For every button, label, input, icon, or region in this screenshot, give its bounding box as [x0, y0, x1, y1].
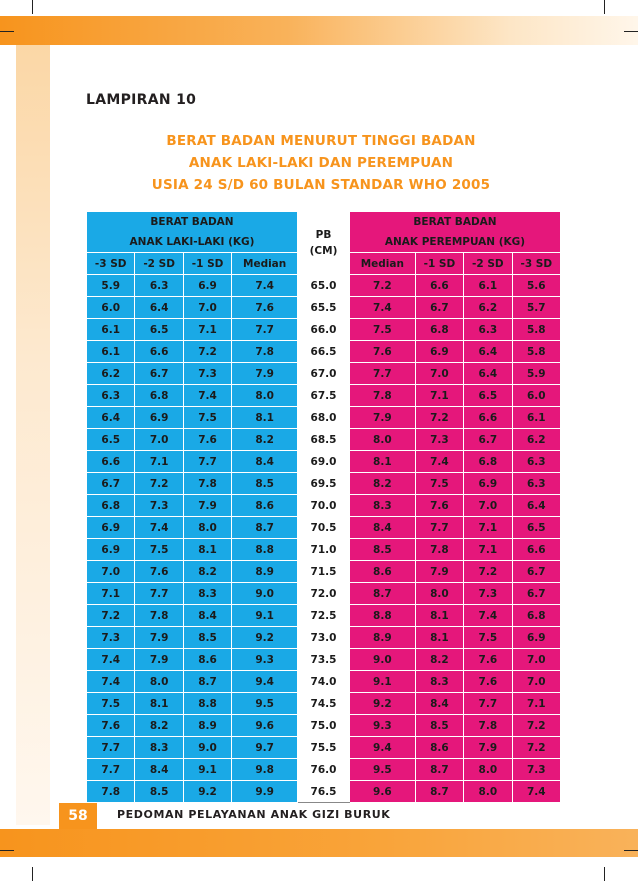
- table-cell: 6.3: [512, 451, 560, 473]
- table-cell: 6.0: [512, 385, 560, 407]
- table-cell: 8.1: [350, 451, 416, 473]
- table-cell: 8.5: [415, 715, 463, 737]
- table-cell: 74.5: [298, 693, 350, 715]
- table-row: [87, 275, 561, 297]
- table-row: [87, 319, 561, 341]
- table-cell: 7.3: [87, 627, 135, 649]
- table-cell: 65.5: [298, 297, 350, 319]
- table-cell: 7.0: [512, 649, 560, 671]
- table-cell: 7.8: [350, 385, 416, 407]
- table-cell: 8.5: [232, 473, 298, 495]
- table-cell: 6.9: [87, 517, 135, 539]
- crop-mark: [32, 0, 33, 14]
- table-cell: 7.9: [350, 407, 416, 429]
- column-header: -2 SD: [135, 253, 183, 275]
- table-body: [87, 275, 561, 803]
- table-cell: 7.9: [135, 627, 183, 649]
- table-cell: 9.5: [232, 693, 298, 715]
- table-cell: 6.5: [87, 429, 135, 451]
- table-cell: 8.3: [135, 737, 183, 759]
- table-cell: 8.6: [183, 649, 231, 671]
- table-cell: 8.0: [350, 429, 416, 451]
- crop-mark: [624, 31, 638, 32]
- girl-group-line-2: ANAK PEREMPUAN (KG): [384, 236, 526, 248]
- crop-mark: [32, 867, 33, 881]
- column-header: Median: [350, 253, 416, 275]
- table-cell: 6.7: [512, 561, 560, 583]
- table-cell: 7.9: [135, 649, 183, 671]
- table-cell: 7.4: [512, 781, 560, 803]
- table-cell: 9.1: [232, 605, 298, 627]
- table-row: [87, 737, 561, 759]
- table-cell: 7.9: [183, 495, 231, 517]
- table-cell: 7.0: [512, 671, 560, 693]
- heading-line-2: ANAK LAKI-LAKI DAN PEREMPUAN: [188, 155, 454, 171]
- table-cell: 7.7: [183, 451, 231, 473]
- table-row: [87, 297, 561, 319]
- table-cell: 6.7: [512, 583, 560, 605]
- table-row: [87, 407, 561, 429]
- table-cell: 6.8: [464, 451, 512, 473]
- table-cell: 7.0: [415, 363, 463, 385]
- girl-group-line-1: BERAT BADAN: [413, 216, 497, 228]
- table-row: [87, 671, 561, 693]
- table-cell: 7.6: [350, 341, 416, 363]
- table-cell: 73.5: [298, 649, 350, 671]
- table-cell: 8.2: [350, 473, 416, 495]
- table-cell: 6.5: [464, 385, 512, 407]
- table-cell: 75.5: [298, 737, 350, 759]
- table-cell: 6.1: [464, 275, 512, 297]
- column-header: -1 SD: [183, 253, 231, 275]
- table-cell: 7.9: [464, 737, 512, 759]
- table-cell: 7.2: [87, 605, 135, 627]
- table-row: [87, 759, 561, 781]
- table-cell: 6.1: [512, 407, 560, 429]
- table-cell: 71.5: [298, 561, 350, 583]
- table-cell: 7.1: [464, 517, 512, 539]
- table-cell: 7.3: [464, 583, 512, 605]
- table-cell: 8.3: [350, 495, 416, 517]
- table-cell: 66.5: [298, 341, 350, 363]
- table-cell: 9.1: [183, 759, 231, 781]
- table-cell: 7.6: [415, 495, 463, 517]
- table-cell: 6.0: [87, 297, 135, 319]
- crop-mark: [604, 867, 605, 881]
- pb-line-2: (CM): [309, 245, 338, 257]
- table-cell: 8.7: [232, 517, 298, 539]
- appendix-label: LAMPIRAN 10: [86, 92, 197, 108]
- table-cell: 5.9: [87, 275, 135, 297]
- table-cell: 8.1: [415, 627, 463, 649]
- table-row: [87, 539, 561, 561]
- table-cell: 6.4: [512, 495, 560, 517]
- table-cell: 75.0: [298, 715, 350, 737]
- table-cell: 6.9: [87, 539, 135, 561]
- table-cell: 7.1: [87, 583, 135, 605]
- table-cell: 6.6: [135, 341, 183, 363]
- table-cell: 72.5: [298, 605, 350, 627]
- table-cell: 74.0: [298, 671, 350, 693]
- table-cell: 69.0: [298, 451, 350, 473]
- table-cell: 6.4: [87, 407, 135, 429]
- table-cell: 7.6: [183, 429, 231, 451]
- table-row: [87, 561, 561, 583]
- crop-mark: [604, 0, 605, 14]
- table-cell: 6.4: [135, 297, 183, 319]
- table-row: [87, 605, 561, 627]
- table-cell: 71.0: [298, 539, 350, 561]
- table-cell: 9.4: [232, 671, 298, 693]
- table-cell: 6.5: [512, 517, 560, 539]
- table-cell: 7.7: [464, 693, 512, 715]
- table-cell: 8.1: [135, 693, 183, 715]
- table-cell: 7.7: [87, 759, 135, 781]
- table-row: [87, 495, 561, 517]
- table-cell: 65.0: [298, 275, 350, 297]
- table-cell: 6.8: [87, 495, 135, 517]
- table-cell: 7.9: [232, 363, 298, 385]
- table-cell: 7.6: [464, 649, 512, 671]
- table-cell: 9.9: [232, 781, 298, 803]
- table-cell: 9.0: [350, 649, 416, 671]
- table-row: [87, 473, 561, 495]
- table-cell: 8.4: [415, 693, 463, 715]
- table-cell: 8.7: [415, 759, 463, 781]
- table-cell: 6.8: [415, 319, 463, 341]
- table-cell: 7.5: [183, 407, 231, 429]
- table-cell: 7.8: [135, 605, 183, 627]
- table-row: [87, 363, 561, 385]
- table-cell: 6.9: [464, 473, 512, 495]
- table-cell: 9.0: [232, 583, 298, 605]
- table-cell: 9.8: [232, 759, 298, 781]
- table-cell: 7.7: [135, 583, 183, 605]
- table-cell: 7.7: [350, 363, 416, 385]
- table-row: [87, 517, 561, 539]
- table-cell: 7.2: [512, 737, 560, 759]
- table-cell: 76.5: [298, 781, 350, 803]
- table-cell: 6.3: [87, 385, 135, 407]
- table-row: [87, 385, 561, 407]
- table-cell: 7.2: [512, 715, 560, 737]
- table-cell: 6.6: [415, 275, 463, 297]
- table-cell: 76.0: [298, 759, 350, 781]
- table-cell: 8.1: [183, 539, 231, 561]
- table-cell: 6.9: [135, 407, 183, 429]
- boy-group-line-1: BERAT BADAN: [150, 216, 234, 228]
- left-decorative-band: [16, 45, 50, 825]
- table-cell: 6.8: [512, 605, 560, 627]
- table-cell: 7.7: [415, 517, 463, 539]
- table-cell: 7.1: [183, 319, 231, 341]
- table-cell: 7.2: [350, 275, 416, 297]
- table-cell: 7.8: [464, 715, 512, 737]
- table-cell: 7.8: [232, 341, 298, 363]
- table-cell: 9.5: [350, 759, 416, 781]
- table-cell: 6.3: [135, 275, 183, 297]
- table-cell: 7.8: [183, 473, 231, 495]
- table-cell: 8.9: [232, 561, 298, 583]
- table-cell: 8.5: [350, 539, 416, 561]
- table-cell: 6.8: [135, 385, 183, 407]
- table-cell: 5.6: [512, 275, 560, 297]
- pb-header: [298, 212, 350, 275]
- table-cell: 8.2: [232, 429, 298, 451]
- table-cell: 73.0: [298, 627, 350, 649]
- table-row: [87, 341, 561, 363]
- table-cell: 8.5: [135, 781, 183, 803]
- table-cell: 8.8: [183, 693, 231, 715]
- table-cell: 7.5: [87, 693, 135, 715]
- table-cell: 8.6: [232, 495, 298, 517]
- table-cell: 5.8: [512, 341, 560, 363]
- table-cell: 7.1: [512, 693, 560, 715]
- table-cell: 7.7: [232, 319, 298, 341]
- table-cell: 7.2: [415, 407, 463, 429]
- table-cell: 70.0: [298, 495, 350, 517]
- table-cell: 6.7: [415, 297, 463, 319]
- table-cell: 5.9: [512, 363, 560, 385]
- table-cell: 9.1: [350, 671, 416, 693]
- table-row: [87, 429, 561, 451]
- table-cell: 7.2: [135, 473, 183, 495]
- table-cell: 7.2: [183, 341, 231, 363]
- girl-group-header: [350, 212, 561, 253]
- table-cell: 6.2: [464, 297, 512, 319]
- table-cell: 9.2: [183, 781, 231, 803]
- table-cell: 9.3: [232, 649, 298, 671]
- table-cell: 7.7: [87, 737, 135, 759]
- table-cell: 8.9: [183, 715, 231, 737]
- table-cell: 9.7: [232, 737, 298, 759]
- boy-group-line-2: ANAK LAKI-LAKI (KG): [129, 236, 255, 248]
- table-cell: 7.6: [232, 297, 298, 319]
- table-cell: 8.7: [415, 781, 463, 803]
- table-cell: 7.2: [464, 561, 512, 583]
- column-header: -1 SD: [415, 253, 463, 275]
- table-row: [87, 693, 561, 715]
- table-cell: 6.3: [464, 319, 512, 341]
- table-row: [87, 627, 561, 649]
- table-cell: 8.0: [415, 583, 463, 605]
- column-header: Median: [232, 253, 298, 275]
- table-cell: 7.4: [183, 385, 231, 407]
- table-cell: 9.3: [350, 715, 416, 737]
- table-cell: 6.1: [87, 319, 135, 341]
- table-cell: 7.0: [87, 561, 135, 583]
- table-cell: 7.4: [87, 671, 135, 693]
- table-cell: 8.0: [464, 781, 512, 803]
- table-cell: 8.8: [232, 539, 298, 561]
- table-row: [87, 583, 561, 605]
- table-cell: 6.3: [512, 473, 560, 495]
- table-cell: 8.3: [183, 583, 231, 605]
- table-cell: 67.5: [298, 385, 350, 407]
- table-cell: 7.3: [135, 495, 183, 517]
- table-cell: 6.4: [464, 341, 512, 363]
- table-row: [87, 781, 561, 803]
- table-cell: 6.5: [135, 319, 183, 341]
- table-cell: 8.9: [350, 627, 416, 649]
- table-cell: 7.5: [135, 539, 183, 561]
- table-cell: 8.4: [135, 759, 183, 781]
- footer-title: PEDOMAN PELAYANAN ANAK GIZI BURUK: [117, 808, 391, 821]
- table-cell: 6.6: [464, 407, 512, 429]
- table-cell: 7.4: [415, 451, 463, 473]
- pb-line-1: PB: [315, 229, 332, 241]
- table-cell: 8.6: [350, 561, 416, 583]
- table-cell: 8.2: [135, 715, 183, 737]
- table-cell: 6.1: [87, 341, 135, 363]
- table-cell: 6.4: [464, 363, 512, 385]
- table-cell: 7.8: [87, 781, 135, 803]
- table-cell: 6.7: [464, 429, 512, 451]
- table-cell: 72.0: [298, 583, 350, 605]
- table-cell: 8.0: [232, 385, 298, 407]
- table-cell: 7.8: [415, 539, 463, 561]
- table-cell: 7.4: [135, 517, 183, 539]
- table-cell: 6.9: [183, 275, 231, 297]
- table-cell: 7.4: [464, 605, 512, 627]
- table-cell: 7.3: [183, 363, 231, 385]
- column-header: -2 SD: [464, 253, 512, 275]
- table-cell: 6.2: [87, 363, 135, 385]
- table-cell: 7.3: [512, 759, 560, 781]
- table-cell: 9.2: [232, 627, 298, 649]
- table-cell: 8.1: [415, 605, 463, 627]
- heading-line-1: BERAT BADAN MENURUT TINGGI BADAN: [166, 133, 476, 149]
- table-cell: 67.0: [298, 363, 350, 385]
- table-cell: 7.1: [415, 385, 463, 407]
- table-cell: 7.6: [87, 715, 135, 737]
- table-cell: 7.0: [135, 429, 183, 451]
- table-cell: 7.6: [135, 561, 183, 583]
- table-cell: 6.6: [512, 539, 560, 561]
- table-cell: 9.0: [183, 737, 231, 759]
- table-cell: 66.0: [298, 319, 350, 341]
- table-cell: 7.1: [135, 451, 183, 473]
- table-cell: 6.9: [415, 341, 463, 363]
- table-cell: 8.4: [232, 451, 298, 473]
- table-cell: 8.4: [350, 517, 416, 539]
- table-cell: 6.7: [87, 473, 135, 495]
- table-cell: 8.7: [183, 671, 231, 693]
- table-cell: 7.5: [350, 319, 416, 341]
- table-cell: 7.0: [464, 495, 512, 517]
- table-cell: 7.4: [232, 275, 298, 297]
- table-cell: 8.0: [135, 671, 183, 693]
- table-cell: 8.6: [415, 737, 463, 759]
- crop-mark: [624, 850, 638, 851]
- table-cell: 9.6: [232, 715, 298, 737]
- table-cell: 5.7: [512, 297, 560, 319]
- bottom-decorative-band: [0, 829, 638, 857]
- table-cell: 5.8: [512, 319, 560, 341]
- table-cell: 7.1: [464, 539, 512, 561]
- table-cell: 69.5: [298, 473, 350, 495]
- table-cell: 9.6: [350, 781, 416, 803]
- table-cell: 8.2: [415, 649, 463, 671]
- crop-mark: [0, 31, 14, 32]
- table-row: [87, 451, 561, 473]
- table-cell: 8.0: [183, 517, 231, 539]
- table-cell: 8.8: [350, 605, 416, 627]
- table-row: [87, 715, 561, 737]
- table-cell: 7.3: [415, 429, 463, 451]
- page-number: 58: [59, 803, 97, 829]
- column-header: -3 SD: [87, 253, 135, 275]
- table-cell: 9.4: [350, 737, 416, 759]
- heading-line-3: USIA 24 S/D 60 BULAN STANDAR WHO 2005: [151, 177, 491, 193]
- table-cell: 6.9: [512, 627, 560, 649]
- column-header: -3 SD: [512, 253, 560, 275]
- table-cell: 7.5: [415, 473, 463, 495]
- table-cell: 7.9: [415, 561, 463, 583]
- table-cell: 68.5: [298, 429, 350, 451]
- table-cell: 8.0: [464, 759, 512, 781]
- table-cell: 7.4: [87, 649, 135, 671]
- table-cell: 6.6: [87, 451, 135, 473]
- top-decorative-band: [0, 16, 638, 45]
- table-cell: 6.2: [512, 429, 560, 451]
- table-cell: 8.2: [183, 561, 231, 583]
- boy-group-header: [87, 212, 298, 253]
- table-cell: 8.5: [183, 627, 231, 649]
- table-cell: 8.4: [183, 605, 231, 627]
- table-cell: 7.0: [183, 297, 231, 319]
- weight-for-height-table: [86, 211, 561, 803]
- table-cell: 8.3: [415, 671, 463, 693]
- table-cell: 7.6: [464, 671, 512, 693]
- table-cell: 6.7: [135, 363, 183, 385]
- table-cell: 70.5: [298, 517, 350, 539]
- crop-mark: [0, 850, 14, 851]
- table-cell: 8.1: [232, 407, 298, 429]
- table-cell: 7.5: [464, 627, 512, 649]
- table-cell: 8.7: [350, 583, 416, 605]
- table-cell: 68.0: [298, 407, 350, 429]
- table-cell: 7.4: [350, 297, 416, 319]
- table-cell: 9.2: [350, 693, 416, 715]
- table-row: [87, 649, 561, 671]
